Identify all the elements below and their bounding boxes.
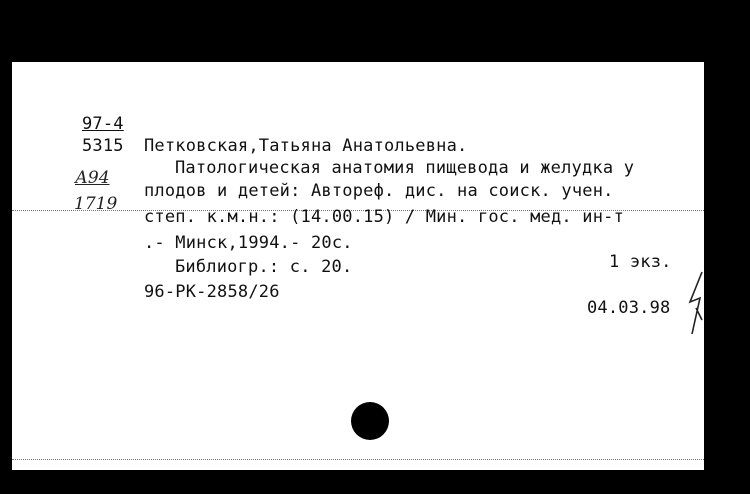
date-stamp: 04.03.98 [587, 298, 671, 318]
guide-line-bottom [12, 459, 704, 460]
shelf-mark-bottom: 5315 [82, 136, 124, 156]
title-line-3: степ. к.м.н.: (14.00.15) / Мин. гос. мед. ин-т [144, 207, 625, 227]
shelf-mark-top: 97-4 [82, 114, 124, 134]
title-line-1: Патологическая анатомия пищевода и желудка у [175, 158, 635, 178]
handwritten-mark-bottom: 1719 [74, 194, 118, 214]
pencil-mark-icon [684, 268, 704, 338]
card-hole [351, 402, 389, 440]
title-line-4: .- Минск,1994.- 20с. [144, 233, 353, 253]
handwritten-mark-top: А94 [75, 168, 110, 188]
copies-count: 1 экз. [609, 252, 672, 272]
registration-number: 96-РК-2858/26 [144, 282, 280, 302]
catalog-card [12, 62, 704, 470]
bibliography-note: Библиогр.: с. 20. [175, 257, 353, 277]
title-line-2: плодов и детей: Автореф. дис. на соиск. учен. [144, 181, 614, 201]
author-heading: Петковская,Татьяна Анатольевна. [144, 136, 468, 156]
